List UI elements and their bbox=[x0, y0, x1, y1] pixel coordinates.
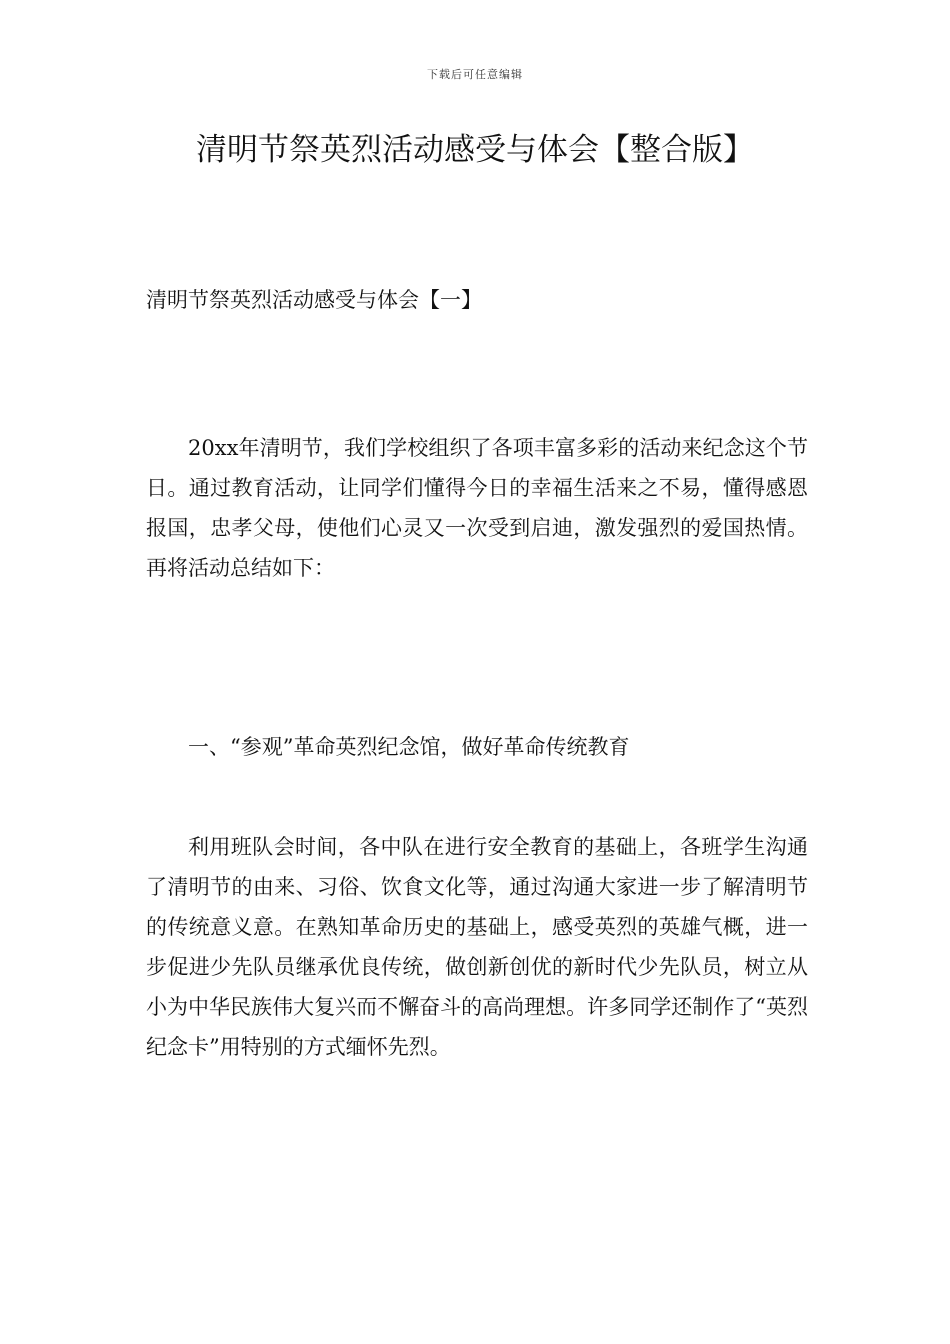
paragraph-intro: 20xx年清明节，我们学校组织了各项丰富多彩的活动来纪念这个节日。通过教育活动，让同学们懂得今日的幸福生活来之不易，懂得感恩报国，忠孝父母，使他们心灵又一次受到启迪，激发强烈的爱国热情。再将活动总结如下： bbox=[146, 436, 808, 580]
paragraph-body: 利用班队会时间，各中队在进行安全教育的基础上，各班学生沟通了清明节的由来、习俗、饮食文化等，通过沟通大家进一步了解清明节的传统意义意。在熟知革命历史的基础上，感受英烈的英雄气概，进一步促进少先队员继承优良传统，做创新创优的新时代少先队员，树立从小为中华民族伟大复兴而不懈奋斗的高尚理想。许多同学还制作了“英烈纪念卡”用特别的方式缅怀先烈。 bbox=[146, 835, 808, 1059]
section-title: 清明节祭英烈活动感受与体会【一】 bbox=[146, 288, 482, 312]
document-title: 清明节祭英烈活动感受与体会【整合版】 bbox=[196, 132, 754, 168]
header-note: 下载后可任意编辑 bbox=[427, 68, 523, 81]
subheading-one: 一、“参观”革命英烈纪念馆，做好革命传统教育 bbox=[188, 735, 630, 759]
